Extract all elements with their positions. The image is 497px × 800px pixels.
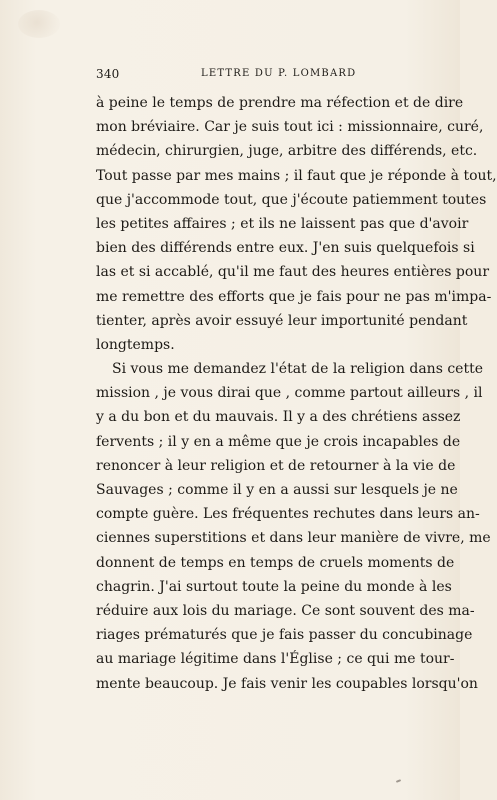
text-line: me remettre des efforts que je fais pour ne pas m'impa- — [96, 288, 492, 305]
paper-stain — [18, 10, 60, 38]
text-line: médecin, chirurgien, juge, arbitre des différends, etc. — [96, 143, 478, 160]
paper-mark — [396, 779, 401, 783]
paragraph-start-line: Si vous me demandez l'état de la religion dans cette — [112, 361, 483, 378]
page-number: 340 — [96, 67, 120, 81]
running-title: LETTRE DU P. LOMBARD — [201, 68, 357, 79]
text-line: ciennes superstitions et dans leur manière de vivre, me — [96, 530, 491, 547]
text-line: réduire aux lois du mariage. Ce sont souvent des ma- — [96, 602, 475, 619]
text-line: Tout passe par mes mains ; il faut que je réponde à tout, — [96, 167, 497, 184]
text-line: les petites affaires ; et ils ne laissent pas que d'avoir — [96, 215, 469, 232]
text-line: compte guère. Les fréquentes rechutes dans leurs an- — [96, 506, 480, 523]
text-line: que j'accommode tout, que j'écoute patiemment toutes — [96, 191, 487, 208]
text-line: las et si accablé, qu'il me faut des heures entières pour — [96, 264, 490, 281]
text-line: y a du bon et du mauvais. Il y a des chrétiens assez — [96, 409, 461, 426]
text-line: fervents ; il y en a même que je crois incapables de — [96, 433, 461, 450]
text-line: mente beaucoup. Je fais venir les coupables lorsqu'on — [96, 675, 478, 692]
text-line: chagrin. J'ai surtout toute la peine du monde à les — [96, 578, 452, 595]
text-line: tienter, après avoir essuyé leur importunité pendant — [96, 312, 468, 329]
text-line: renoncer à leur religion et de retourner à la vie de — [96, 457, 456, 474]
text-line: Sauvages ; comme il y en a aussi sur lesquels je ne — [96, 482, 458, 498]
text-line: riages prématurés que je fais passer du concubinage — [96, 627, 473, 644]
page-body — [96, 91, 497, 696]
text-line: bien des différends entre eux. J'en suis quelquefois si — [96, 240, 475, 257]
page-header — [96, 67, 384, 85]
text-line: mon bréviaire. Car je suis tout ici : missionnaire, curé, — [96, 119, 484, 136]
text-line: donnent de temps en temps de cruels moments de — [96, 554, 455, 571]
text-line: mission , je vous dirai que , comme partout ailleurs , il — [96, 385, 483, 402]
text-line: à peine le temps de prendre ma réfection et de dire — [96, 95, 464, 111]
text-line: au mariage légitime dans l'Église ; ce qui me tour- — [96, 651, 455, 668]
paragraph-end-line: longtemps. — [96, 336, 175, 353]
